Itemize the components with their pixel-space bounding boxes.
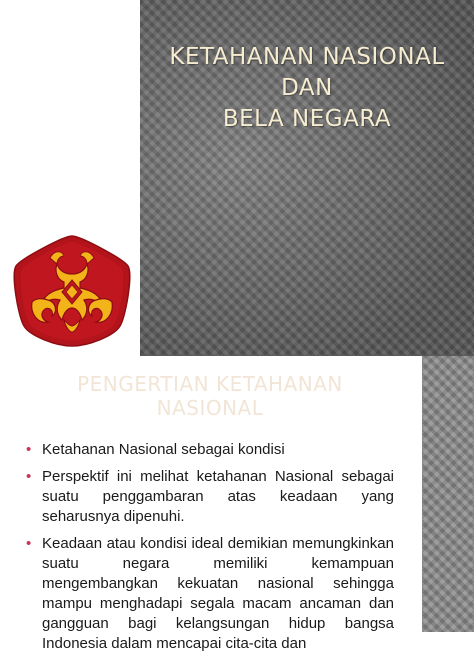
section-heading-line: PENGERTIAN KETAHANAN — [77, 372, 343, 396]
slide-title — [140, 42, 474, 135]
slide-title-line: DAN — [281, 75, 333, 101]
content-slide — [0, 356, 474, 652]
section-heading — [40, 372, 380, 420]
slide-title-line: KETAHANAN NASIONAL — [169, 44, 445, 70]
content-slide-right-band — [422, 356, 474, 632]
tut-wuri-handayani-logo-icon — [10, 232, 134, 350]
bullet-list — [26, 440, 394, 661]
bullet-item: • Ketahanan Nasional sebagai kondisi — [26, 440, 394, 460]
section-heading-line: NASIONAL — [156, 396, 264, 420]
bullet-item: • Keadaan atau kondisi ideal demikian memungkinkan suatu negara memiliki kemampuan mengembangkan kekuatan nasional sehingga mampu menghadapi segala macam ancaman dan gangguan bagi kelangsungan hidup bangsa Indonesia dalam mencapai cita-cita dan — [26, 534, 394, 654]
slide-title-line: BELA NEGARA — [222, 106, 392, 132]
bullet-item: • Perspektif ini melihat ketahanan Nasional sebagai suatu penggambaran atas keadaan yang seharusnya dipenuhi. — [26, 467, 394, 527]
